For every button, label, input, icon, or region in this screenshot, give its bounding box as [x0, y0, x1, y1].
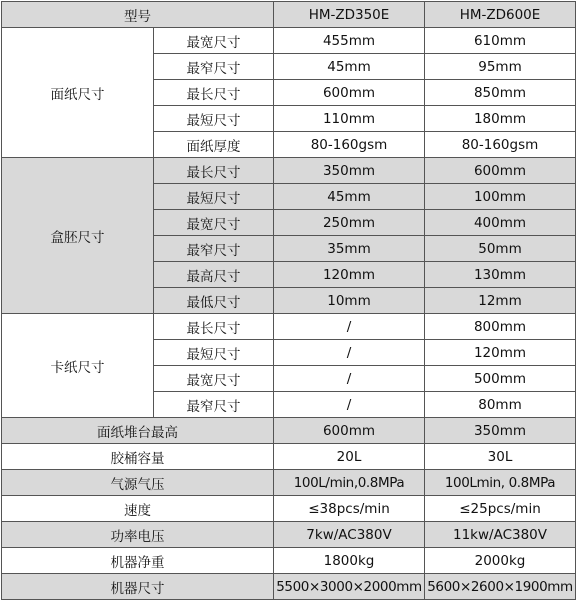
- value-model-a: 10mm: [274, 288, 425, 314]
- row-label: 最短尺寸: [154, 184, 274, 210]
- value-model-b: 500mm: [425, 366, 576, 392]
- table-row: [2, 574, 576, 600]
- spec-table: [1, 1, 576, 600]
- value-model-a: /: [274, 366, 425, 392]
- value-model-b: 30L: [425, 444, 576, 470]
- value-model-b: 95mm: [425, 54, 576, 80]
- spec-label: 机器尺寸: [2, 574, 274, 600]
- header-model-b: HM-ZD600E: [425, 2, 576, 28]
- value-model-b: 850mm: [425, 80, 576, 106]
- value-model-b: 350mm: [425, 418, 576, 444]
- value-model-b: 12mm: [425, 288, 576, 314]
- row-label: 最窄尺寸: [154, 54, 274, 80]
- value-model-a: 7kw/AC380V: [274, 522, 425, 548]
- value-model-b: 800mm: [425, 314, 576, 340]
- row-label: 最宽尺寸: [154, 210, 274, 236]
- row-label: 最宽尺寸: [154, 366, 274, 392]
- header-row: [2, 2, 576, 28]
- row-label: 最宽尺寸: [154, 28, 274, 54]
- table-row: [2, 548, 576, 574]
- header-model-label: 型号: [2, 2, 274, 28]
- value-model-b: 80mm: [425, 392, 576, 418]
- table-row: [2, 418, 576, 444]
- table-row: [2, 158, 576, 184]
- spec-label: 功率电压: [2, 522, 274, 548]
- value-model-b: 80-160gsm: [425, 132, 576, 158]
- value-model-b: 120mm: [425, 340, 576, 366]
- row-label: 最窄尺寸: [154, 236, 274, 262]
- value-model-a: 35mm: [274, 236, 425, 262]
- group-name: 面纸尺寸: [2, 28, 154, 158]
- row-label: 最窄尺寸: [154, 392, 274, 418]
- value-model-a: /: [274, 340, 425, 366]
- spec-table-body: [2, 2, 576, 600]
- spec-label: 机器净重: [2, 548, 274, 574]
- value-model-a: 20L: [274, 444, 425, 470]
- table-row: [2, 444, 576, 470]
- table-row: [2, 28, 576, 54]
- table-row: [2, 314, 576, 340]
- value-model-a: 45mm: [274, 54, 425, 80]
- value-model-a: 350mm: [274, 158, 425, 184]
- spec-label: 胶桶容量: [2, 444, 274, 470]
- table-row: [2, 496, 576, 522]
- value-model-a: 1800kg: [274, 548, 425, 574]
- row-label: 最高尺寸: [154, 262, 274, 288]
- spec-label: 速度: [2, 496, 274, 522]
- value-model-a: 120mm: [274, 262, 425, 288]
- group-name: 盒胚尺寸: [2, 158, 154, 314]
- value-model-a: /: [274, 392, 425, 418]
- row-label: 最短尺寸: [154, 340, 274, 366]
- table-row: [2, 522, 576, 548]
- row-label: 面纸厚度: [154, 132, 274, 158]
- value-model-b: 610mm: [425, 28, 576, 54]
- value-model-b: 130mm: [425, 262, 576, 288]
- value-model-a: 250mm: [274, 210, 425, 236]
- row-label: 最长尺寸: [154, 158, 274, 184]
- spec-table-container: [1, 1, 576, 600]
- value-model-a: 45mm: [274, 184, 425, 210]
- value-model-a: /: [274, 314, 425, 340]
- value-model-b: ≤25pcs/min: [425, 496, 576, 522]
- value-model-b: 600mm: [425, 158, 576, 184]
- value-model-a: 455mm: [274, 28, 425, 54]
- table-row: [2, 470, 576, 496]
- value-model-a: 80-160gsm: [274, 132, 425, 158]
- group-name: 卡纸尺寸: [2, 314, 154, 418]
- value-model-a: 5500×3000×2000mm: [274, 574, 425, 600]
- value-model-b: 100Lmin, 0.8MPa: [425, 470, 576, 496]
- spec-label: 面纸堆台最高: [2, 418, 274, 444]
- value-model-b: 5600×2600×1900mm: [425, 574, 576, 600]
- header-model-a: HM-ZD350E: [274, 2, 425, 28]
- value-model-a: 100L/min,0.8MPa: [274, 470, 425, 496]
- value-model-b: 100mm: [425, 184, 576, 210]
- value-model-a: 600mm: [274, 418, 425, 444]
- spec-label: 气源气压: [2, 470, 274, 496]
- value-model-b: 180mm: [425, 106, 576, 132]
- value-model-b: 50mm: [425, 236, 576, 262]
- value-model-b: 400mm: [425, 210, 576, 236]
- row-label: 最长尺寸: [154, 80, 274, 106]
- row-label: 最低尺寸: [154, 288, 274, 314]
- value-model-a: ≤38pcs/min: [274, 496, 425, 522]
- value-model-a: 110mm: [274, 106, 425, 132]
- value-model-b: 11kw/AC380V: [425, 522, 576, 548]
- row-label: 最短尺寸: [154, 106, 274, 132]
- value-model-b: 2000kg: [425, 548, 576, 574]
- value-model-a: 600mm: [274, 80, 425, 106]
- row-label: 最长尺寸: [154, 314, 274, 340]
